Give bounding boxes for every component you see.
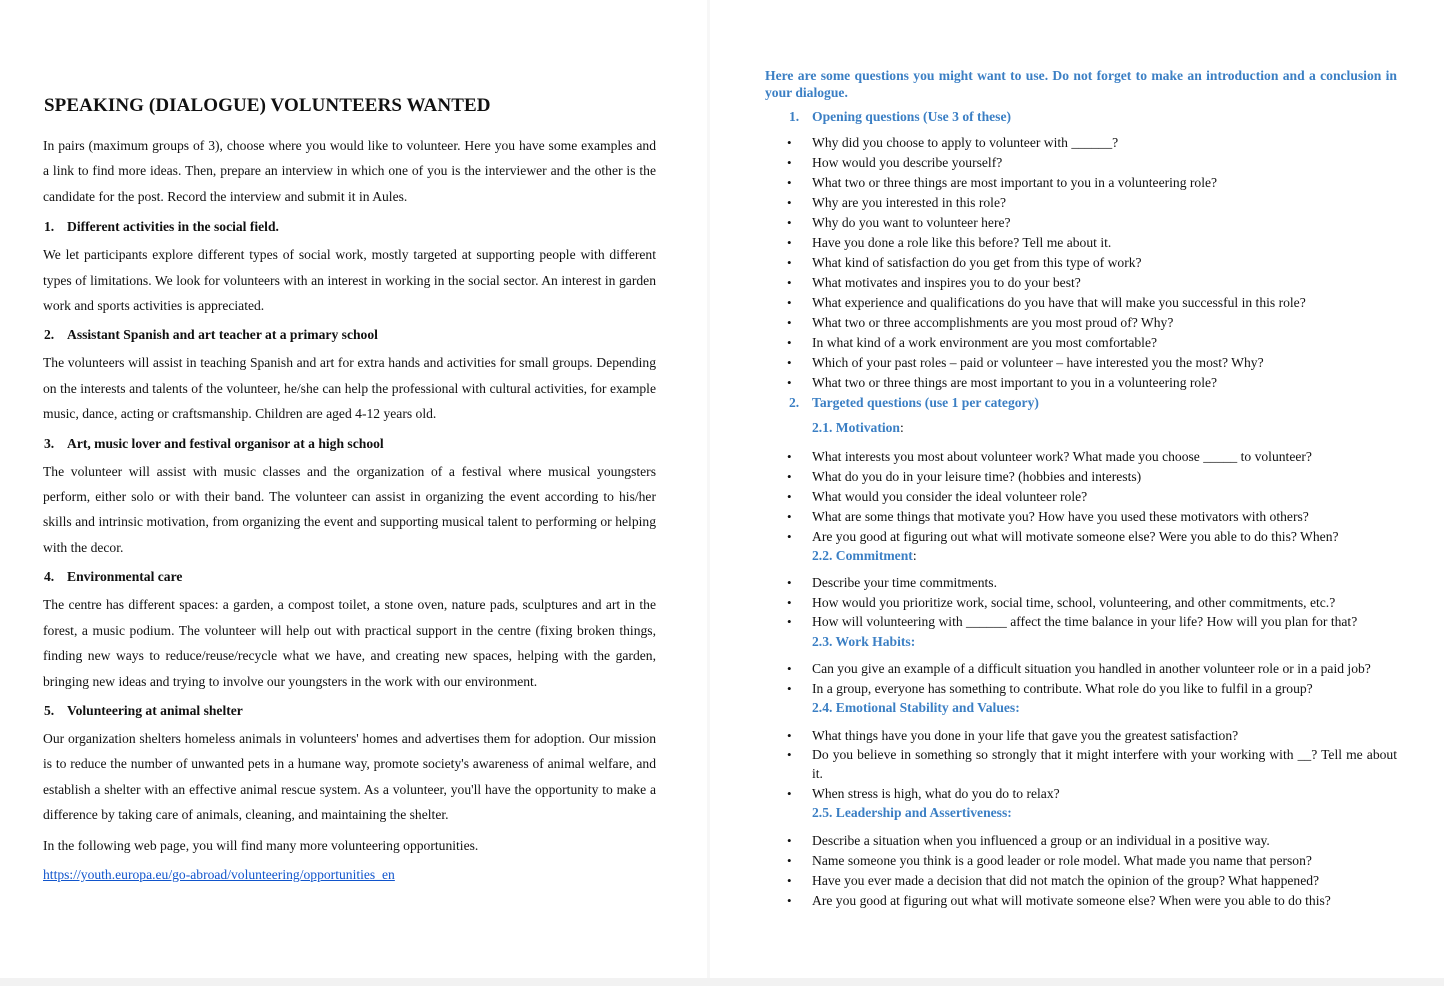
option-number: 1. — [44, 219, 55, 235]
heading-title: Targeted questions (use 1 per category) — [812, 395, 1039, 410]
option-description: The volunteers will assist in teaching Spanish and art for extra hands and activities for small groups. Depending on the interests and talents of the volunteer, he/she can help the professional with cultural activities, for example music, dance, acting or craftsmanship. Children are aged 4-12 years old. — [43, 355, 656, 422]
question-item: • What two or three accomplishments are you most proud of? Why? — [765, 313, 1397, 333]
bullet-icon: • — [787, 295, 792, 310]
bullet-icon: • — [787, 215, 792, 230]
option-description: The centre has different spaces: a garden, a compost toilet, a stone oven, nature pads, sculptures and art in the forest, a music podium. The volunteer will help out with practical support in the centre (fixing broken things, finding new ways to reduce/reuse/recycle what we have, and creating new spaces, helping with the garden, bringing new ideas and trying to involve our youngsters in the work with our environment. — [43, 597, 656, 689]
bullet-icon: • — [787, 614, 792, 629]
opening-questions-heading — [765, 107, 1397, 127]
question-item: • What two or three things are most important to you in a volunteering role? — [765, 373, 1397, 393]
option-heading — [43, 432, 656, 456]
question-item: • How would you describe yourself? — [765, 153, 1397, 173]
bullet-icon: • — [787, 135, 792, 150]
question-item: • Why are you interested in this role? — [765, 193, 1397, 213]
question-item: • How will volunteering with ______ affect the time balance in your life? How will you plan for that? — [765, 613, 1397, 632]
targeted-questions-heading — [765, 393, 1397, 413]
bullet-icon: • — [787, 489, 792, 504]
bullet-icon: • — [787, 595, 792, 610]
question-item: • Describe a situation when you influenced a group or an individual in a positive way. — [765, 831, 1397, 851]
option-heading — [43, 699, 656, 723]
question-item: • What are some things that motivate you? How have you used these motivators with others? — [765, 507, 1397, 527]
bullet-icon: • — [787, 469, 792, 484]
volunteer-option — [43, 565, 656, 694]
option-number: 3. — [44, 435, 55, 451]
emotional-stability-questions-list — [765, 726, 1397, 804]
bullet-icon: • — [787, 449, 792, 464]
option-heading — [43, 565, 656, 589]
work-habits-questions-list — [765, 660, 1397, 700]
category-heading-work-habits: 2.3. Work Habits: — [812, 633, 916, 649]
question-item: • What interests you most about volunteer work? What made you choose _____ to volunteer? — [765, 447, 1397, 467]
option-description: We let participants explore different types of social work, mostly targeted at supporting people with different types of limitations. We look for volunteers with an interest in working in the social sector. An interest in garden work and sports activities is appreciated. — [43, 247, 656, 314]
bullet-icon: • — [787, 786, 792, 801]
question-item: • Are you good at figuring out what will motivate someone else? Were you able to do this? When? — [765, 527, 1397, 547]
option-number: 5. — [44, 702, 55, 718]
right-page-content — [765, 67, 1397, 911]
questions-intro: Here are some questions you might want to use. Do not forget to make an introduction and a conclusion in your dialogue. — [765, 68, 1397, 100]
question-item: • Have you ever made a decision that did not match the opinion of the group? What happened? — [765, 871, 1397, 891]
intro-paragraph: In pairs (maximum groups of 3), choose where you would like to volunteer. Here you have some examples and a link to find more ideas. Then, prepare an interview in which one of you is the interviewer and the other is the candidate for the post. Record the interview and submit it in Aules. — [43, 138, 656, 204]
bullet-icon: • — [787, 747, 792, 762]
heading-number: 1. — [789, 109, 800, 124]
question-item: • When stress is high, what do you do to relax? — [765, 784, 1397, 804]
option-description: Our organization shelters homeless animals in volunteers' homes and advertises them for adoption. Our mission is to reduce the number of unwanted pets in a humane way, promote society's awareness of animal welfare, and establish a shelter with an effective animal rescue system. As a volunteer, you'll have the opportunity to make a difference by taking care of animals, cleaning, and maintaining the shelter. — [43, 730, 656, 823]
bullet-icon: • — [787, 355, 792, 370]
question-item: • Why did you choose to apply to volunteer with ______? — [765, 133, 1397, 153]
question-item: • What experience and qualifications do you have that will make you successful in this role? — [765, 293, 1397, 313]
leadership-questions-list — [765, 831, 1397, 911]
bullet-icon: • — [787, 660, 792, 676]
heading-title: Opening questions (Use 3 of these) — [812, 109, 1012, 124]
left-page-content — [43, 133, 656, 887]
page-gutter — [707, 0, 710, 986]
option-heading — [43, 215, 656, 239]
bullet-icon: • — [787, 335, 792, 350]
question-item: • Describe your time commitments. — [765, 573, 1397, 593]
motivation-questions-list — [765, 447, 1397, 547]
opening-questions-list — [765, 133, 1397, 393]
bullet-icon: • — [787, 315, 792, 330]
category-heading-leadership: 2.5. Leadership and Assertiveness: — [812, 805, 1012, 820]
question-item: • Are you good at figuring out what will motivate someone else? When were you able to do this? — [765, 891, 1397, 911]
option-title: Environmental care — [67, 569, 183, 585]
page-bottom-edge — [0, 978, 1444, 986]
bullet-icon: • — [787, 255, 792, 270]
bullet-icon: • — [787, 195, 792, 210]
bullet-icon: • — [787, 681, 792, 696]
option-description: The volunteer will assist with music classes and the organization of a festival where musical youngsters perform, either solo or with their band. The volunteer can assist in organizing the event according to his/her skills and intrinsic motivation, from organizing the event and supporting musical talent to performing or helping with the decor. — [43, 463, 656, 555]
option-number: 4. — [44, 569, 55, 585]
question-item: • What motivates and inspires you to do your best? — [765, 273, 1397, 293]
commitment-questions-list — [765, 573, 1397, 632]
option-title: Assistant Spanish and art teacher at a primary school — [67, 327, 378, 343]
bullet-icon: • — [787, 853, 792, 868]
option-title: Different activities in the social field. — [67, 219, 279, 235]
bullet-icon: • — [787, 175, 792, 190]
bullet-icon: • — [787, 728, 792, 743]
opportunities-link[interactable]: https://youth.europa.eu/go-abroad/volunteering/opportunities_en — [43, 866, 395, 882]
question-item: • How would you prioritize work, social time, school, volunteering, and other commitments, etc.? — [765, 593, 1397, 613]
bullet-icon: • — [787, 275, 792, 290]
bullet-icon: • — [787, 235, 792, 250]
category-heading-emotional-stability: 2.4. Emotional Stability and Values: — [812, 700, 1020, 715]
option-title: Volunteering at animal shelter — [67, 702, 243, 718]
question-item: • In what kind of a work environment are you most comfortable? — [765, 333, 1397, 353]
bullet-icon: • — [787, 529, 792, 544]
question-item: • In a group, everyone has something to contribute. What role do you like to fulfil in a group? — [765, 679, 1397, 699]
bullet-icon: • — [787, 575, 792, 590]
outro-paragraph: In the following web page, you will find many more volunteering opportunities. — [43, 837, 479, 853]
bullet-icon: • — [787, 893, 792, 908]
bullet-icon: • — [787, 873, 792, 888]
volunteer-option — [43, 323, 656, 426]
question-item: • What would you consider the ideal volunteer role? — [765, 487, 1397, 507]
question-item: • Which of your past roles – paid or volunteer – have interested you the most? Why? — [765, 353, 1397, 373]
question-item: • Why do you want to volunteer here? — [765, 213, 1397, 233]
option-title: Art, music lover and festival organisor at a high school — [67, 435, 384, 451]
bullet-icon: • — [787, 375, 792, 390]
heading-number: 2. — [789, 395, 800, 410]
question-item: • What kind of satisfaction do you get from this type of work? — [765, 253, 1397, 273]
bullet-icon: • — [787, 509, 792, 524]
question-item: • Have you done a role like this before? Tell me about it. — [765, 233, 1397, 253]
bullet-icon: • — [787, 833, 792, 848]
option-heading — [43, 323, 656, 347]
question-item: • Do you believe in something so strongly that it might interfere with your working with __? Tell me about it. — [787, 747, 1397, 781]
category-heading-motivation: 2.1. Motivation: — [812, 420, 904, 435]
document-title: SPEAKING (DIALOGUE) VOLUNTEERS WANTED — [44, 95, 491, 116]
bullet-icon: • — [787, 155, 792, 170]
question-item: • What things have you done in your life that gave you the greatest satisfaction? — [765, 726, 1397, 746]
question-item: • Can you give an example of a difficult situation you handled in another volunteer role or in a paid job? — [765, 660, 1397, 679]
volunteer-option — [43, 432, 656, 561]
question-item: • What do you do in your leisure time? (hobbies and interests) — [765, 467, 1397, 487]
question-item: • Name someone you think is a good leader or role model. What made you name that person? — [765, 851, 1397, 871]
volunteer-option — [43, 215, 656, 318]
category-heading-commitment: 2.2. Commitment: — [812, 548, 917, 563]
option-number: 2. — [44, 327, 55, 343]
volunteer-option — [43, 699, 656, 828]
question-item: • What two or three things are most important to you in a volunteering role? — [765, 173, 1397, 193]
